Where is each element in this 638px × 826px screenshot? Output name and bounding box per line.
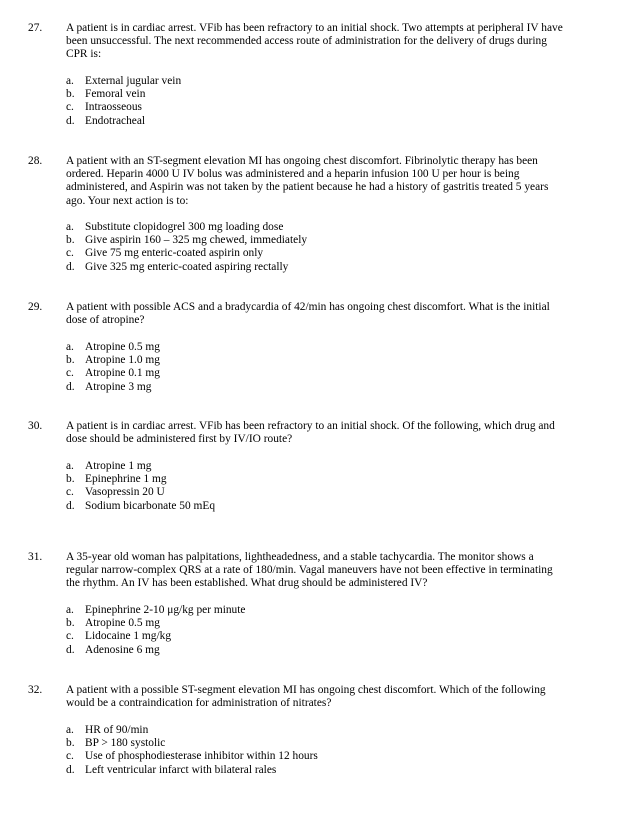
option-text: Vasopressin 20 U <box>85 486 165 499</box>
option-text: Endotracheal <box>85 114 146 127</box>
option-letter: d. <box>66 260 75 273</box>
option-text: Left ventricular infarct with bilateral rales <box>85 763 277 776</box>
option-letter: b. <box>66 473 75 486</box>
option-letter: d. <box>66 380 75 393</box>
option-text: Lidocaine 1 mg/kg <box>85 630 172 643</box>
option-text: Epinephrine 2-10 μg/kg per minute <box>85 604 246 616</box>
option-text: HR of 90/min <box>85 724 149 736</box>
question-number: 29. <box>28 301 43 313</box>
option-letter: a. <box>66 75 74 87</box>
option-letter: b. <box>66 617 75 630</box>
option-text: BP > 180 systolic <box>85 737 166 750</box>
option-text: Adenosine 6 mg <box>85 643 160 656</box>
option-text: Give aspirin 160 – 325 mg chewed, immediately <box>85 234 308 247</box>
option-letter: b. <box>66 354 75 367</box>
option-letter: d. <box>66 114 75 127</box>
option-letter: a. <box>66 604 74 616</box>
option-letter: c. <box>66 630 74 643</box>
option-text: Atropine 0.5 mg <box>85 617 160 630</box>
question-number: 31. <box>28 551 43 563</box>
option-letter: d. <box>66 499 75 512</box>
option-letter: a. <box>66 460 74 472</box>
question-number: 27. <box>28 22 43 34</box>
option-text: Sodium bicarbonate 50 mEq <box>85 499 216 512</box>
option-text: Use of phosphodiesterase inhibitor within 12 hours <box>85 750 318 763</box>
question-text: A patient is in cardiac arrest. VFib has been refractory to an initial shock. Two attempts at peripheral IV have been unsuccessful. The next recommended access route of administration for the delivery of drugs during CPR is: <box>66 22 563 61</box>
option-text: Atropine 0.5 mg <box>85 341 160 353</box>
option-text: Femoral vein <box>85 88 146 101</box>
option-letter: a. <box>66 341 74 353</box>
option-text: Give 325 mg enteric-coated aspiring rectally <box>85 260 289 273</box>
option-text: External jugular vein <box>85 75 182 87</box>
option-text: Atropine 1.0 mg <box>85 354 160 367</box>
option-letter: d. <box>66 763 75 776</box>
question-text: A 35-year old woman has palpitations, lightheadedness, and a stable tachycardia. The monitor shows a regular narrow-complex QRS at a rate of 180/min. Vagal maneuvers have not been effective in terminating the rhythm. An IV has been established. What drug should be administered IV? <box>66 551 553 590</box>
option-letter: b. <box>66 234 75 247</box>
option-letter: b. <box>66 88 75 101</box>
option-letter: c. <box>66 247 74 260</box>
option-text: Atropine 0.1 mg <box>85 367 160 380</box>
option-text: Atropine 1 mg <box>85 460 152 472</box>
option-letter: a. <box>66 221 74 233</box>
option-text: Substitute clopidogrel 300 mg loading dose <box>85 221 284 233</box>
option-letter: a. <box>66 724 74 736</box>
question-text: A patient is in cardiac arrest. VFib has been refractory to an initial shock. Of the following, which drug and dose should be administered first by IV/IO route? <box>66 420 555 446</box>
question-text: A patient with an ST-segment elevation MI has ongoing chest discomfort. Fibrinolytic therapy has been ordered. Heparin 4000 U IV bolus was administered and a heparin infusion 100 U per hour is being administered, and Aspirin was not taken by the patient because he had a history of gastritis treated 5 years ago. Your next action is to: <box>66 155 549 207</box>
option-letter: c. <box>66 367 74 380</box>
question-text: A patient with possible ACS and a bradycardia of 42/min has ongoing chest discomfort. What is the initial dose of atropine? <box>66 301 550 327</box>
option-letter: d. <box>66 643 75 656</box>
option-letter: c. <box>66 750 74 763</box>
question-number: 32. <box>28 684 43 696</box>
question-number: 30. <box>28 420 43 432</box>
option-letter: b. <box>66 737 75 750</box>
option-text: Intraosseous <box>85 101 142 114</box>
question-text: A patient with a possible ST-segment elevation MI has ongoing chest discomfort. Which of the following would be a contraindication for administration of nitrates? <box>66 684 546 710</box>
option-letter: c. <box>66 486 74 499</box>
option-text: Give 75 mg enteric-coated aspirin only <box>85 247 264 260</box>
option-letter: c. <box>66 101 74 114</box>
option-text: Epinephrine 1 mg <box>85 473 167 486</box>
question-number: 28. <box>28 155 43 167</box>
option-text: Atropine 3 mg <box>85 380 152 393</box>
